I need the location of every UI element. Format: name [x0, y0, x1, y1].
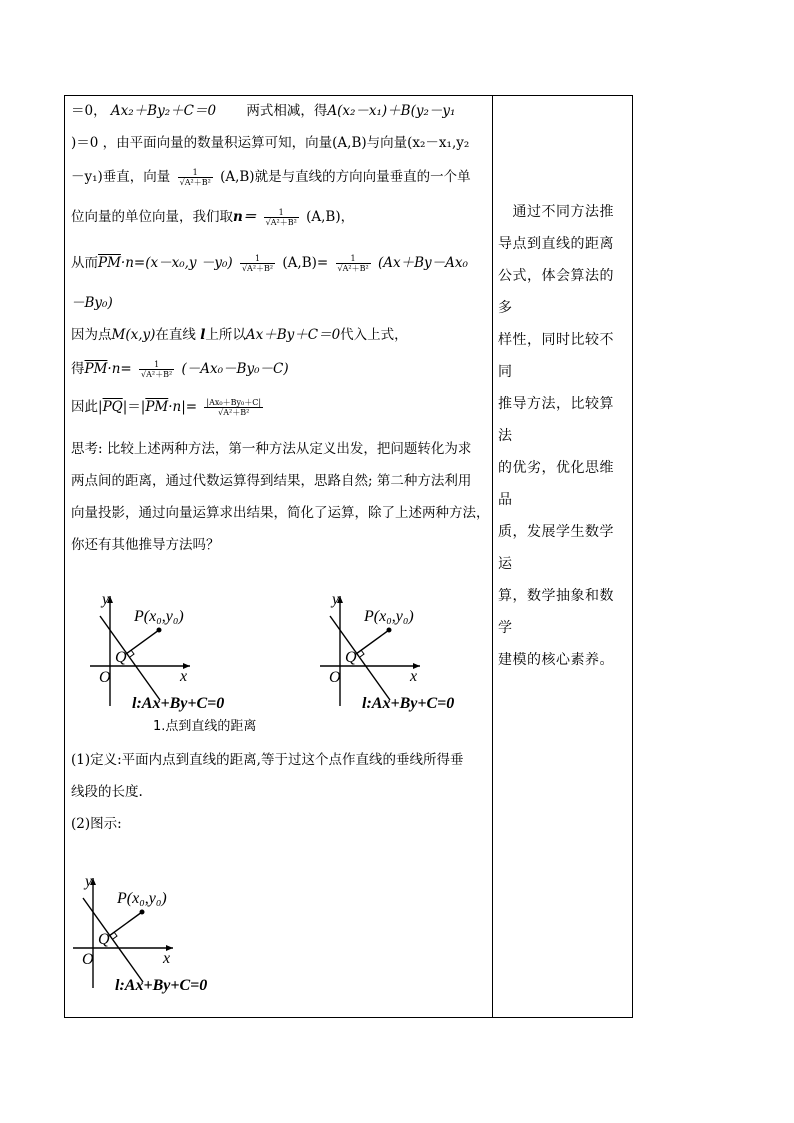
text: |＝|	[122, 399, 146, 415]
text: (A,B)，	[306, 209, 355, 225]
line-equation-label: l:Ax+By+C=0	[132, 695, 225, 712]
text: 因此|	[71, 399, 103, 415]
equation: l	[200, 327, 206, 343]
right-text-line: 推导方法，比较算法	[498, 396, 614, 444]
point-p	[387, 628, 392, 633]
equation: M(x,y)	[111, 327, 156, 343]
fraction: $\frac{1}{\text{√A²＋B²}}$	[265, 208, 297, 227]
line-equation-label: l:Ax+By+C=0	[115, 977, 208, 994]
y-axis-label: y	[85, 873, 93, 890]
fraction: $\frac{1}{\text{√A²＋B²}}$	[141, 360, 173, 379]
point-line-diagram-2	[312, 588, 472, 713]
point-p-label: P(x₀,y₀)	[134, 608, 184, 625]
equation: ·n=	[107, 361, 132, 377]
line-l	[100, 616, 160, 700]
point-q-label: Q	[345, 649, 357, 666]
text-line-2	[71, 134, 469, 152]
point-p	[140, 910, 145, 915]
point-p-label: P(x₀,y₀)	[364, 608, 414, 625]
text: (A,B)=	[282, 255, 329, 271]
point-line-diagram-3	[65, 870, 225, 995]
x-axis-label: x	[410, 668, 418, 685]
text: 在直线	[155, 327, 196, 343]
vector: $\overline{PQ}$	[102, 399, 123, 415]
text-line-1	[71, 102, 455, 120]
text: 因为点	[71, 327, 112, 343]
column-divider	[492, 96, 493, 1017]
x-axis-label: x	[180, 668, 188, 685]
point-q-label: Q	[98, 931, 110, 948]
text-line-3	[71, 168, 471, 187]
line-l	[330, 616, 390, 700]
fraction: $\frac{\text{|Ax₀＋By₀＋C|}}{\text{√A²＋B²}}$	[206, 398, 262, 417]
vector: $\overline{PM}$	[84, 361, 108, 377]
definition-line-3: (2)图示:	[71, 816, 122, 832]
equation: ·n=(x－x₀,y －y₀)	[120, 255, 233, 271]
text: )＝0 ，由平面向量的数量积运算可知，向量(A,B)与向量(x₂－x₁,y₂	[71, 135, 470, 151]
equation: －By₀)	[71, 295, 113, 311]
line-l	[83, 898, 143, 982]
fraction: $\frac{1}{\text{√A²＋B²}}$	[337, 254, 369, 273]
equation: n＝	[233, 209, 257, 225]
text: ＝0，	[71, 103, 107, 119]
point-p-label: P(x₀,y₀)	[117, 890, 167, 907]
point-p	[157, 628, 162, 633]
right-cell	[498, 196, 628, 676]
line-equation-label: l:Ax+By+C=0	[362, 695, 455, 712]
definition-line-1: (1)定义:平面内点到直线的距离,等于过这个点作直线的垂线所得垂	[71, 752, 464, 768]
right-text-line: 建模的核心素养。	[498, 652, 614, 668]
equation: Ax₂＋By₂＋C＝0	[110, 103, 217, 119]
text-line-4	[71, 208, 354, 227]
origin-label: O	[99, 669, 111, 686]
text-line-13: 你还有其他推导方法吗？	[71, 537, 220, 553]
equation: (Ax＋By－Ax₀	[377, 255, 468, 271]
text: 上所以	[205, 327, 246, 343]
right-text-line: 质，发展学生数学运	[498, 524, 614, 572]
origin-label: O	[329, 669, 341, 686]
text-line-10: 思考: 比较上述两种方法，第一种方法从定义出发，把问题转化为求	[71, 441, 472, 457]
right-text-line: 算，数学抽象和数学	[498, 588, 614, 636]
right-text-line: 样性，同时比较不同	[498, 332, 614, 380]
text: (A,B)就是与直线的方向向量垂直的一个单	[220, 169, 471, 185]
text: 两式相减，得	[246, 103, 328, 119]
point-q-label: Q	[115, 649, 127, 666]
fraction: $\frac{1}{\text{√A²＋B²}}$	[241, 254, 274, 273]
equation: (－Ax₀－By₀－C)	[181, 361, 289, 377]
figure-caption: 1.点到直线的距离	[153, 719, 257, 734]
equation: A(x₂－x₁)＋B(y₂－y₁	[327, 103, 456, 119]
equation: ·n|=	[168, 399, 198, 415]
text-line-8	[71, 360, 289, 379]
text: －y₁)垂直，向量	[71, 169, 171, 185]
y-axis-label: y	[332, 591, 340, 608]
text-line-7	[71, 326, 408, 344]
right-text-line: 公式，体会算法的多	[498, 268, 614, 316]
right-text-line: 导点到直线的距离	[498, 236, 614, 252]
text-line-9	[71, 398, 266, 417]
y-axis-label: y	[102, 591, 110, 608]
point-line-diagram-1	[82, 588, 242, 713]
vector: $\overline{PM}$	[98, 255, 121, 271]
right-text-line: 的优劣，优化思维品	[498, 460, 614, 508]
equation: Ax＋By＋C＝0	[245, 327, 341, 343]
x-axis-label: x	[163, 950, 171, 967]
vector: $\overline{PM}$	[145, 399, 169, 415]
text: 代入上式，	[340, 327, 408, 343]
text-line-12: 向量投影，通过向量运算求出结果，简化了运算，除了上述两种方法，	[71, 505, 490, 521]
fraction: $\frac{1}{\text{√A²＋B²}}$	[179, 168, 211, 187]
text: 位向量的单位向量，我们取	[71, 209, 233, 225]
text-line-5	[71, 254, 468, 273]
right-text-line: 通过不同方法推	[498, 204, 614, 220]
text: 从而	[71, 255, 98, 271]
text-line-6	[71, 294, 113, 312]
text-line-11: 两点间的距离，通过代数运算得到结果，思路自然; 第二种方法利用	[71, 473, 472, 489]
text: 得	[71, 361, 85, 377]
origin-label: O	[82, 951, 94, 968]
definition-line-2: 线段的长度.	[71, 784, 143, 800]
